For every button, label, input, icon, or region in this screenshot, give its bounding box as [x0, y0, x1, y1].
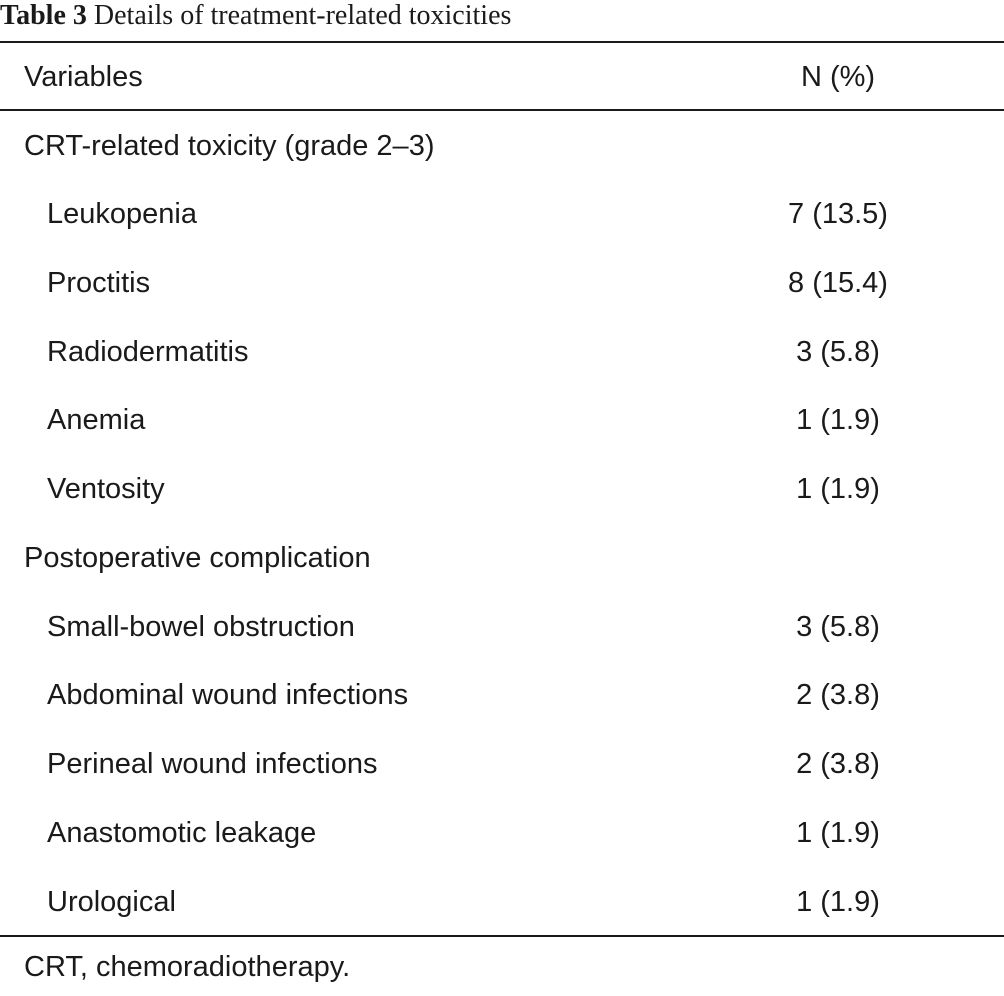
row-value: 7 (13.5) — [788, 198, 888, 230]
section-header-postoperative — [0, 524, 1004, 592]
row-value: 8 (15.4) — [788, 267, 888, 299]
section-title: CRT-related toxicity (grade 2–3) — [24, 130, 435, 162]
header-rule — [0, 109, 1004, 111]
table-row — [0, 661, 1004, 729]
table-header-row — [0, 43, 1004, 111]
row-value: 1 (1.9) — [796, 817, 880, 849]
table-row — [0, 180, 1004, 248]
section-header-crt-toxicity — [0, 112, 1004, 180]
table-row — [0, 730, 1004, 798]
bottom-rule — [0, 935, 1004, 937]
section-title: Postoperative complication — [24, 542, 371, 574]
table-row — [0, 799, 1004, 867]
row-label: Radiodermatitis — [47, 336, 249, 368]
row-label: Urological — [47, 886, 176, 918]
row-label: Proctitis — [47, 267, 151, 299]
table-row — [0, 318, 1004, 386]
row-value: 3 (5.8) — [796, 611, 880, 643]
row-label: Small-bowel obstruction — [47, 611, 355, 643]
row-value: 3 (5.8) — [796, 336, 880, 368]
row-label: Abdominal wound infections — [47, 679, 409, 711]
table-footnote: CRT, chemoradiotherapy. — [24, 951, 351, 983]
header-variables: Variables — [24, 61, 143, 93]
row-label: Perineal wound infections — [47, 748, 378, 780]
row-label: Ventosity — [47, 473, 165, 505]
table-row — [0, 386, 1004, 454]
table-row — [0, 868, 1004, 936]
table-row — [0, 455, 1004, 523]
row-value: 1 (1.9) — [796, 886, 880, 918]
row-value: 1 (1.9) — [796, 473, 880, 505]
row-label: Anastomotic leakage — [47, 817, 317, 849]
row-value: 1 (1.9) — [796, 404, 880, 436]
row-value: 2 (3.8) — [796, 748, 880, 780]
table-number: Table 3 — [0, 0, 87, 31]
table-row — [0, 249, 1004, 317]
table-title: Details of treatment-related toxicities — [93, 0, 512, 31]
row-label: Anemia — [47, 404, 146, 436]
row-value: 2 (3.8) — [796, 679, 880, 711]
row-label: Leukopenia — [47, 198, 197, 230]
table-row — [0, 593, 1004, 661]
header-n-percent: N (%) — [800, 61, 876, 93]
table-caption — [0, 0, 511, 40]
